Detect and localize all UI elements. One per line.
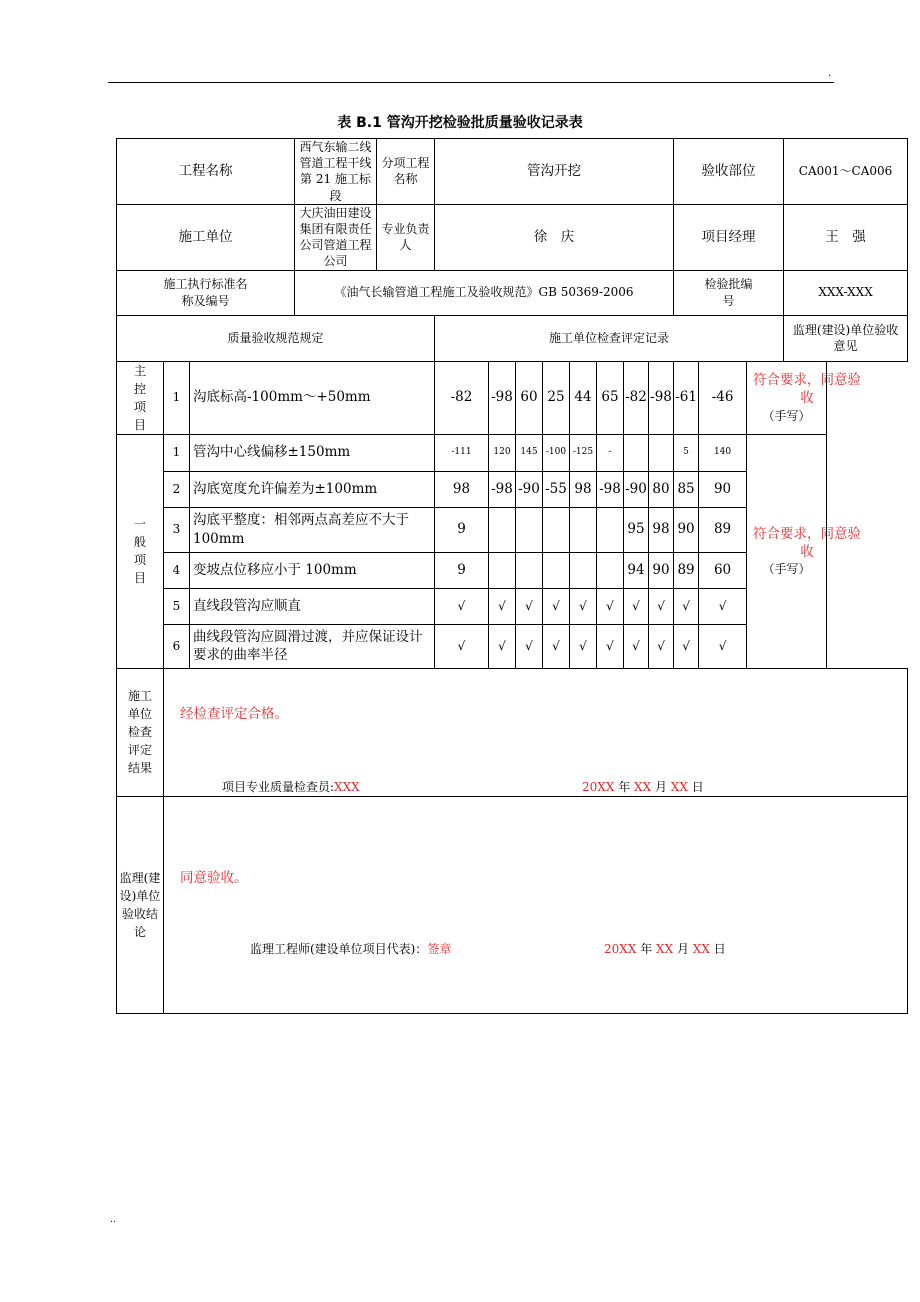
row-number: 1 [164,434,190,471]
date-month: XX [634,779,652,794]
contractor-result-label: 施工单位检查评定结果 [117,668,164,796]
value-cell: -82 [624,361,649,434]
value-cell: 98 [570,471,597,507]
value-cell: 98 [435,471,489,507]
check-cell: √ [624,588,649,624]
check-cell: √ [435,588,489,624]
check-cell: √ [570,624,597,668]
value-cell: 89 [674,552,699,588]
value-cell: -46 [699,361,747,434]
item-description: 变坡点位移应小于 100mm [190,552,435,588]
value-cell: 5 [674,434,699,471]
value-cell [489,552,516,588]
check-cell: √ [699,624,747,668]
month-char: 月 [654,779,667,794]
opinion-text: 符合要求，同意验收 [753,525,862,560]
date-day: XX [670,779,688,794]
acceptance-form [116,138,908,1014]
column-header-row [117,315,908,361]
header-rule [108,82,834,83]
value-cell: -100 [543,434,570,471]
acceptance-part-label: 验收部位 [674,139,784,205]
check-cell: √ [489,624,516,668]
value-cell [597,552,624,588]
value-cell: -125 [570,434,597,471]
value-cell: - [597,434,624,471]
corner-mark: . [828,68,832,79]
value-cell: -111 [435,434,489,471]
inspector-line [222,779,360,795]
row-number: 6 [164,624,190,668]
date-year: 20XX [604,941,637,956]
month-char: 月 [676,941,689,956]
standard: 《油气长输管道工程施工及验收规范》GB 50369-2006 [295,270,674,315]
value-cell: 120 [489,434,516,471]
page-title: 表 B.1 管沟开挖检验批质量验收记录表 [337,115,583,131]
check-cell: √ [597,588,624,624]
value-cell: -61 [674,361,699,434]
specialist-label: 专业负责人 [377,204,435,270]
contractor-result-text: 经检查评定合格。 [180,705,288,722]
check-cell: √ [516,624,543,668]
check-cell: √ [624,624,649,668]
contractor-result-row [117,668,908,796]
contractor: 大庆油田建设集团有限责任公司管道工程公司 [295,204,377,270]
value-cell: 65 [597,361,624,434]
value-cell: 145 [516,434,543,471]
value-cell: -90 [516,471,543,507]
handwritten-note: （手写） [762,562,811,577]
value-cell: 25 [543,361,570,434]
engineer-label: 监理工程师(建设单位项目代表)： [250,941,428,956]
value-cell [649,434,674,471]
value-cell: 98 [649,507,674,552]
value-cell: 90 [699,471,747,507]
value-cell: -90 [624,471,649,507]
check-cell: √ [543,624,570,668]
value-cell [624,434,649,471]
main-item-row [117,361,908,434]
date-month: XX [656,941,674,956]
check-cell: √ [649,588,674,624]
spec-column-header: 质量验收规范规定 [117,315,435,361]
general-items-opinion [747,434,862,668]
check-cell: √ [674,624,699,668]
item-description: 曲线段管沟应圆滑过渡，并应保证设计要求的曲率半径 [190,624,435,668]
batch-no: XXX-XXX [784,270,908,315]
date-day: XX [692,941,710,956]
footer-mark: .. [110,1214,117,1225]
supervisor-result-text: 同意验收。 [180,869,248,886]
supervisor-result-content [164,796,908,1013]
engineer-signature: 签章 [427,941,452,956]
value-cell [570,552,597,588]
supervisor-result-label: 监理(建设)单位验收结论 [117,796,164,1013]
supervisor-date [604,941,726,957]
value-cell: 9 [435,552,489,588]
value-cell [597,507,624,552]
value-cell [543,552,570,588]
manager-label: 项目经理 [674,204,784,270]
value-cell: 44 [570,361,597,434]
value-cell: -55 [543,471,570,507]
value-cell [489,507,516,552]
sub-project-label: 分项工程名称 [377,139,435,205]
value-cell: 94 [624,552,649,588]
value-cell: -98 [649,361,674,434]
check-cell: √ [516,588,543,624]
item-description: 管沟中心线偏移±150mm [190,434,435,471]
check-cell: √ [543,588,570,624]
info-row-project [117,139,908,205]
item-description: 直线段管沟应顺直 [190,588,435,624]
date-year: 20XX [582,779,615,794]
info-row-contractor [117,204,908,270]
row-number: 1 [164,361,190,434]
value-cell: -98 [489,361,516,434]
engineer-line [250,941,451,957]
main-items-opinion [747,361,862,434]
row-number: 5 [164,588,190,624]
value-cell: 60 [699,552,747,588]
day-char: 日 [713,941,726,956]
value-cell: 89 [699,507,747,552]
value-cell: 140 [699,434,747,471]
value-cell [516,507,543,552]
item-description: 沟底平整度：相邻两点高差应不大于 100mm [190,507,435,552]
opinion-text: 符合要求，同意验收 [753,372,862,407]
value-cell: 90 [674,507,699,552]
manager: 王 强 [784,204,908,270]
inspector-name: XXX [334,779,360,794]
record-column-header: 施工单位检查评定记录 [435,315,784,361]
check-cell: √ [435,624,489,668]
specialist: 徐 庆 [435,204,674,270]
contractor-label: 施工单位 [117,204,295,270]
main-items-label: 主控项目 [117,361,164,434]
value-cell: -82 [435,361,489,434]
sub-project: 管沟开挖 [435,139,674,205]
value-cell: 9 [435,507,489,552]
value-cell: 95 [624,507,649,552]
acceptance-part: CA001～CA006 [784,139,908,205]
value-cell: 85 [674,471,699,507]
general-items-label: 一般项目 [117,434,164,668]
value-cell: 90 [649,552,674,588]
item-description: 沟底宽度允许偏差为±100mm [190,471,435,507]
check-cell: √ [597,624,624,668]
supervisor-result-row [117,796,908,1013]
batch-no-label: 检验批编号 [674,270,784,315]
contractor-result-content [164,668,908,796]
value-cell: -98 [597,471,624,507]
row-number: 3 [164,507,190,552]
row-number: 4 [164,552,190,588]
check-cell: √ [699,588,747,624]
check-cell: √ [649,624,674,668]
year-char: 年 [640,941,653,956]
handwritten-note: （手写） [762,408,811,423]
value-cell [516,552,543,588]
check-cell: √ [570,588,597,624]
value-cell [570,507,597,552]
year-char: 年 [618,779,631,794]
supervisor-column-header: 监理(建设)单位验收意见 [784,315,908,361]
inspector-label: 项目专业质量检查员: [222,779,335,794]
value-cell: 80 [649,471,674,507]
item-description: 沟底标高-100mm～+50mm [190,361,435,434]
standard-label: 施工执行标准名称及编号 [117,270,295,315]
contractor-date [582,779,704,795]
check-cell: √ [674,588,699,624]
info-row-standard [117,270,908,315]
check-cell: √ [489,588,516,624]
value-cell: -98 [489,471,516,507]
value-cell: 60 [516,361,543,434]
row-number: 2 [164,471,190,507]
general-item-row [117,434,908,471]
value-cell [543,507,570,552]
project-name-label: 工程名称 [117,139,295,205]
project-name: 西气东输二线管道工程干线第 21 施工标段 [295,139,377,205]
day-char: 日 [691,779,704,794]
